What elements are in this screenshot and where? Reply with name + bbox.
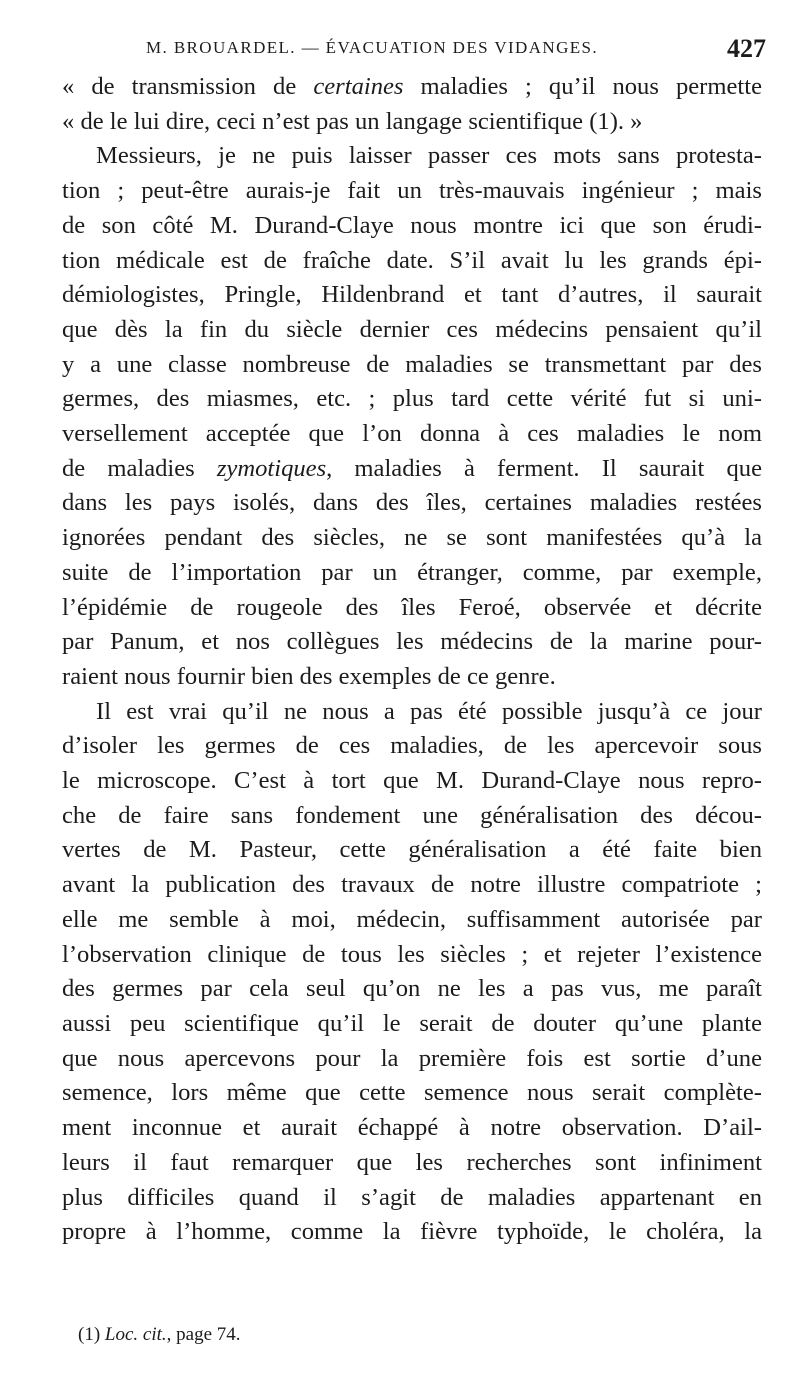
text-line: par Panum, et nos collègues les médecins de la marine pour- (62, 628, 762, 656)
text-line: d’isoler les germes de ces maladies, de les apercevoir sous (62, 732, 762, 760)
text-line: que nous apercevons pour la première fois est sortie d’une (62, 1044, 762, 1072)
text-line: aussi peu scientifique qu’il le serait de douter qu’une plante (62, 1009, 762, 1037)
text-line: Messieurs, je ne puis laisser passer ces mots sans protesta- (96, 142, 762, 170)
text-line: propre à l’homme, comme la fièvre typhoïde, le choléra, la (62, 1218, 762, 1246)
running-head: M. BROUARDEL. — ÉVACUATION DES VIDANGES. (146, 38, 599, 57)
page-header (60, 34, 770, 64)
text-line: que dès la fin du siècle dernier ces médecins pensaient qu’il (62, 315, 762, 343)
text-line: plus difficiles quand il s’agit de maladies appartenant en (62, 1183, 762, 1211)
footnote-marker: (1) (78, 1324, 105, 1345)
text-line: tion ; peut-être aurais-je fait un très-mauvais ingénieur ; mais (62, 177, 762, 205)
text-line: Il est vrai qu’il ne nous a pas été possible jusqu’à ce jour (96, 697, 762, 725)
text-line: « de le lui dire, ceci n’est pas un langage scientifique (1). » (62, 107, 643, 135)
text-line: ment inconnue et aurait échappé à notre observation. D’ail- (62, 1114, 762, 1142)
text-line: des germes par cela seul qu’on ne les a pas vus, me paraît (62, 975, 762, 1003)
text-line: elle me semble à moi, médecin, suffisamment autorisée par (62, 905, 762, 933)
text-line: démiologistes, Pringle, Hildenbrand et tant d’autres, il saurait (62, 281, 762, 309)
text-line: « de transmission de certaines maladies ; qu’il nous permette (62, 73, 762, 100)
text-line: l’épidémie de rougeole des îles Feroé, observée et décrite (62, 593, 762, 621)
text-line: raient nous fournir bien des exemples de ce genre. (62, 662, 556, 690)
text-line: le microscope. C’est à tort que M. Durand-Claye nous repro- (62, 767, 762, 795)
text-line: de son côté M. Durand-Claye nous montre ici que son érudi- (62, 211, 762, 239)
text-line: semence, lors même que cette semence nous serait complète- (62, 1079, 762, 1107)
text-line: leurs il faut remarquer que les recherches sont infiniment (62, 1148, 762, 1176)
text-line: che de faire sans fondement une généralisation des décou- (62, 801, 762, 829)
text-line: germes, des miasmes, etc. ; plus tard cette vérité fut si uni- (62, 385, 762, 413)
text-line: suite de l’importation par un étranger, comme, par exemple, (62, 558, 762, 586)
text-line: tion médicale est de fraîche date. S’il avait lu les grands épi- (62, 246, 762, 274)
text-line: versellement acceptée que l’on donna à ces maladies le nom (62, 420, 762, 448)
text-line: dans les pays isolés, dans des îles, certaines maladies restées (62, 489, 762, 517)
footnote (78, 1324, 241, 1346)
text-line: de maladies zymotiques, maladies à ferment. Il saurait que (62, 454, 763, 482)
text-line: ignorées pendant des siècles, ne se sont manifestées qu’à la (62, 524, 762, 552)
body-text (62, 70, 762, 1250)
page-number: 427 (727, 34, 766, 63)
text-line: y a une classe nombreuse de maladies se transmettant par des (62, 350, 762, 378)
text-line: vertes de M. Pasteur, cette généralisation a été faite bien (62, 836, 762, 864)
footnote-source: Loc. cit. (104, 1324, 167, 1345)
text-line: l’observation clinique de tous les siècles ; et rejeter l’existence (62, 940, 762, 968)
text-line: avant la publication des travaux de notre illustre compatriote ; (62, 871, 762, 899)
footnote-rest: , page 74. (166, 1324, 241, 1345)
